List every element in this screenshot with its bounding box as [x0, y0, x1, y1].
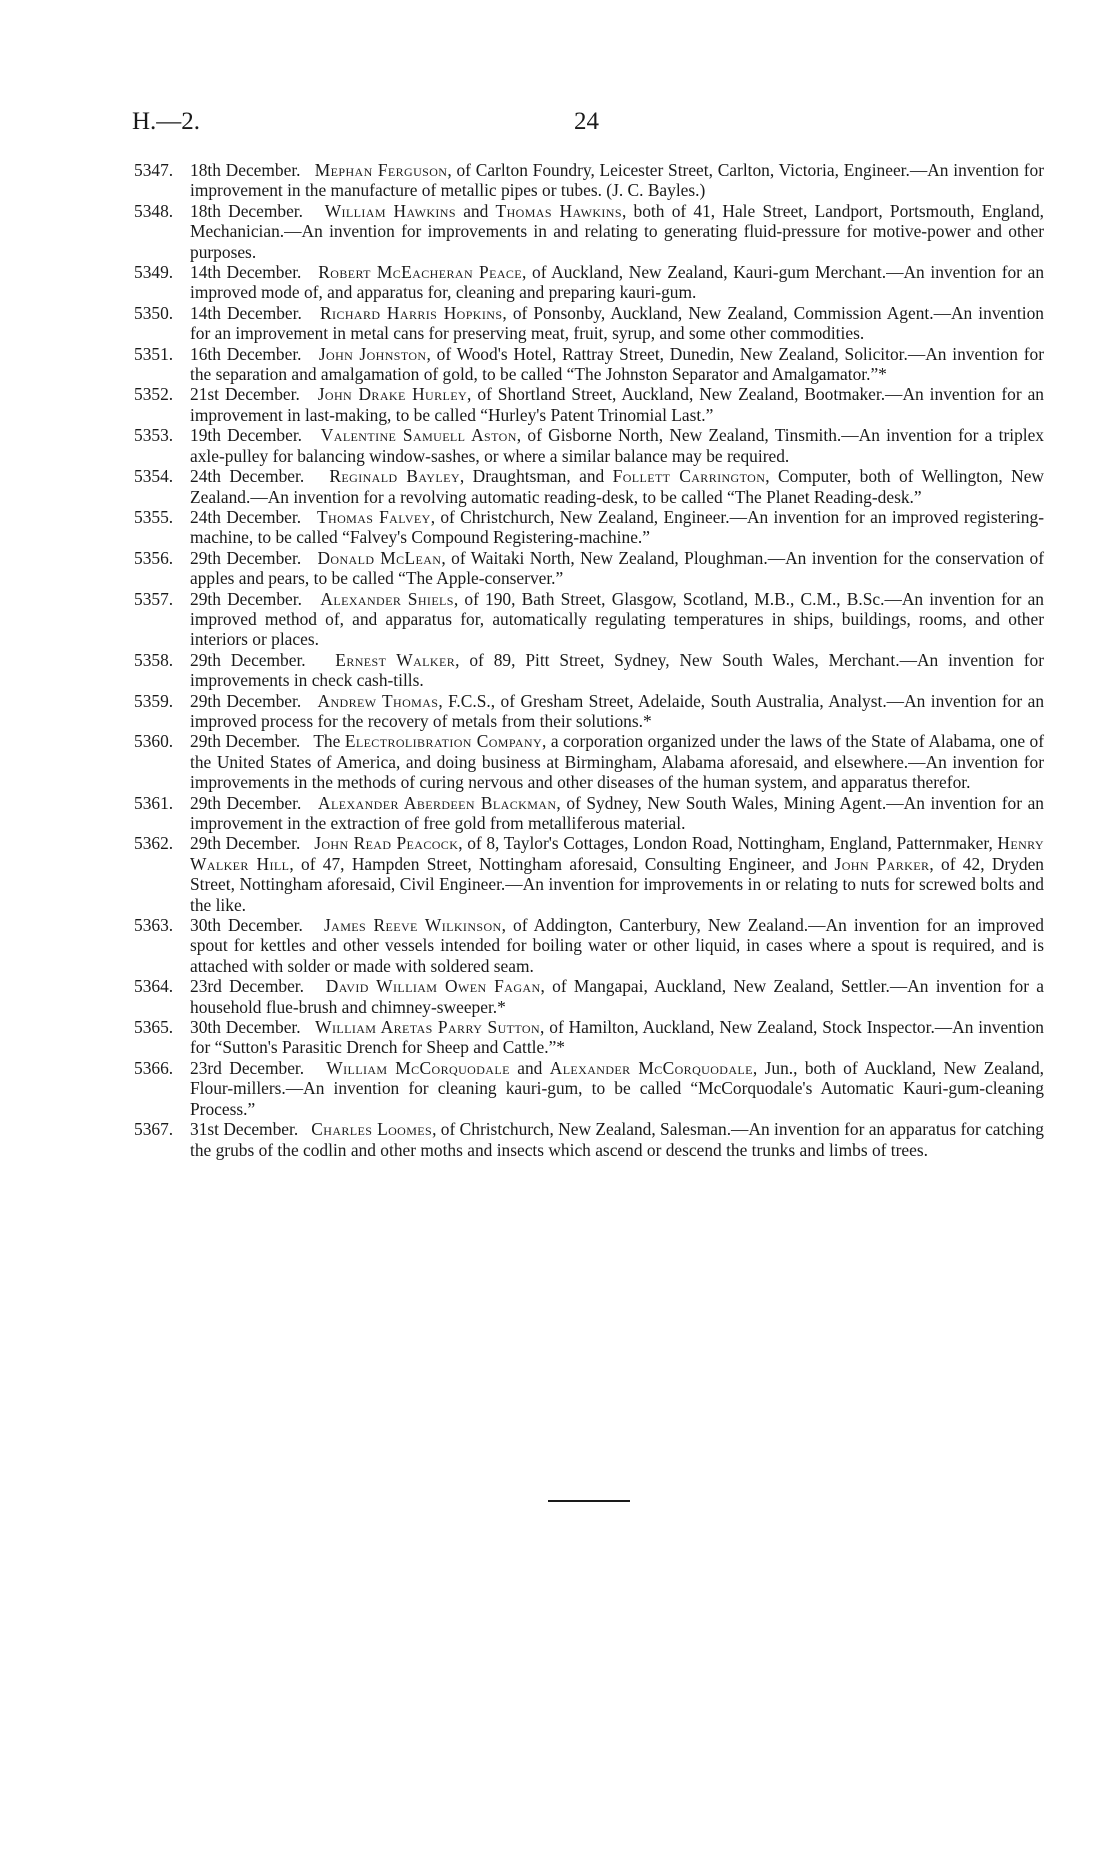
- patent-entry: [134, 201, 1044, 262]
- patent-entry: [134, 731, 1044, 792]
- entry-text: , of 8, Taylor's Cottages, London Road, Nottingham, England, Patternmaker,: [458, 833, 998, 854]
- entry-number: 5364.: [134, 976, 174, 997]
- applicant-name: David William Owen Fagan: [325, 976, 541, 997]
- entry-text: and: [455, 200, 496, 221]
- entry-date: 18th December.: [190, 200, 303, 221]
- applicant-name: John Johnston: [318, 343, 427, 364]
- patent-entry: [134, 650, 1044, 691]
- applicant-name: William Hawkins: [324, 200, 456, 221]
- applicant-name: William McCorquodale: [326, 1057, 510, 1078]
- entry-text: The: [313, 731, 345, 752]
- entry-number: 5365.: [134, 1017, 174, 1038]
- entry-date: 18th December.: [190, 160, 301, 180]
- applicant-name: Follett Carrington: [612, 466, 766, 487]
- patent-entry: [134, 507, 1044, 548]
- applicant-name: Electrolibration Company: [344, 731, 543, 752]
- patent-entry: [134, 915, 1044, 976]
- patent-entry: [134, 466, 1044, 507]
- applicant-name: Charles Loomes: [311, 1119, 433, 1140]
- entry-date: 23rd December.: [190, 976, 304, 997]
- entry-text: , of Carlton Foundry, Leicester Street, Carlton, Victoria, Engineer.—An invention for improvement in the manufacture of metallic pipes or tubes. (J. C. Bayles.): [190, 160, 1044, 201]
- entry-date: 29th December.: [190, 690, 302, 711]
- entry-number: 5354.: [134, 466, 174, 487]
- applicant-name: Richard Harris Hopkins: [320, 302, 503, 323]
- applicant-name: Reginald Bayley: [329, 466, 460, 487]
- patent-entry: [134, 833, 1044, 915]
- entry-number: 5360.: [134, 731, 174, 752]
- entry-text: , of Gisborne North, New Zealand, Tinsmith.—An invention for a triplex axle-pulley for balancing window-sashes, or where a similar balance may be required.: [190, 425, 1045, 466]
- entry-text: , of Hamilton, Auckland, New Zealand, Stock Inspector.—An invention for “Sutton's Parasitic Drench for Sheep and Cattle.”*: [190, 1017, 1044, 1058]
- patent-entry: [134, 548, 1044, 589]
- applicant-name: Mephan Ferguson: [314, 160, 448, 180]
- applicant-name: John Drake Hurley: [317, 384, 468, 405]
- applicant-name: Ernest Walker: [335, 649, 456, 670]
- entry-number: 5353.: [134, 425, 174, 446]
- entry-number: 5351.: [134, 343, 174, 364]
- patent-entry: [134, 589, 1044, 650]
- entry-text: , Jun., both of Auckland, New Zealand, Flour-millers.—An invention for cleaning kauri-gum, to be called “McCorquodale's Automatic Kauri-gum-cleaning Process.”: [190, 1057, 1045, 1119]
- applicant-name: Donald McLean: [317, 547, 442, 568]
- entry-number: 5355.: [134, 506, 174, 527]
- patent-entry: [134, 303, 1044, 344]
- entry-text: , of Ponsonby, Auckland, New Zealand, Commission Agent.—An invention for an improvement in metal cans for preserving meat, fruit, syrup, and some other commodities.: [190, 302, 1044, 344]
- applicant-name: Henry Walker Hill: [190, 833, 1044, 874]
- entry-date: 29th December.: [190, 588, 302, 609]
- entry-number: 5350.: [134, 302, 174, 323]
- entry-date: 16th December.: [190, 343, 302, 364]
- entry-text: , Computer, both of Wellington, New Zealand.—An invention for a revolving automatic reading-desk, to be called “The Planet Reading-desk.”: [190, 466, 1044, 507]
- patent-entry: [134, 793, 1044, 834]
- entry-text: , of Mangapai, Auckland, New Zealand, Settler.—An invention for a household flue-brush and chimney-sweeper.*: [190, 976, 1044, 1017]
- applicant-name: Thomas Falvey: [317, 506, 431, 527]
- patent-entry: [134, 976, 1044, 1017]
- applicant-name: John Parker: [834, 853, 930, 874]
- applicant-name: William Aretas Parry Sutton: [315, 1017, 541, 1038]
- patent-entry: [134, 1119, 1044, 1160]
- entry-text: , both of 41, Hale Street, Landport, Portsmouth, England, Mechanician.—An invention for improvements in and relating to generating fluid-pressure for motive-power and other purposes.: [190, 200, 1045, 262]
- applicant-name: John Read Peacock: [314, 833, 459, 854]
- entry-date: 29th December.: [190, 731, 301, 752]
- entry-text: , of Addington, Canterbury, New Zealand.—An invention for an improved spout for kettles and other vessels intended for boiling water or other liquid, in cases where a spout is required, and is attached with solder or made with soldered seam.: [190, 915, 1045, 976]
- entry-number: 5366.: [134, 1057, 174, 1078]
- entry-text: , F.C.S., of Gresham Street, Adelaide, South Australia, Analyst.—An invention for an improved process for the recovery of metals from their solutions.*: [190, 690, 1045, 731]
- applicant-name: Valentine Samuell Aston: [320, 425, 517, 446]
- entry-text: , a corporation organized under the laws of the State of Alabama, one of the United States of America, and doing business at Birmingham, Alabama aforesaid, and elsewhere.—An invention for improvements in the methods of curing nervous and other diseases of the human system, and apparatus therefor.: [190, 731, 1044, 793]
- entry-date: 30th December.: [190, 915, 303, 936]
- entry-date: 24th December.: [190, 506, 302, 527]
- entry-text: , of 89, Pitt Street, Sydney, New South Wales, Merchant.—An invention for improvements in check cash-tills.: [190, 649, 1044, 691]
- entry-text: , Draughtsman, and: [459, 466, 613, 487]
- entry-date: 24th December.: [190, 466, 305, 487]
- document-id: H.—2.: [132, 108, 201, 135]
- entry-date: 29th December.: [190, 833, 301, 854]
- entry-number: 5347.: [134, 160, 174, 180]
- entry-number: 5349.: [134, 262, 174, 283]
- entry-date: 21st December.: [190, 384, 300, 405]
- entry-number: 5352.: [134, 384, 174, 405]
- applicant-name: Andrew Thomas: [317, 690, 439, 711]
- entry-date: 14th December.: [190, 262, 302, 283]
- entry-text: , of 42, Dryden Street, Nottingham aforesaid, Civil Engineer.—An invention for improvements in or relating to nuts for screwed bolts and the like.: [190, 853, 1045, 915]
- entry-text: , of Christchurch, New Zealand, Engineer.—An invention for an improved registering-machine, to be called “Falvey's Compound Registering-machine.”: [190, 506, 1044, 548]
- entry-text: , of 190, Bath Street, Glasgow, Scotland, M.B., C.M., B.Sc.—An invention for an improved method of, and apparatus for, automatically regulating temperatures in ships, buildings, rooms, and other interiors or places.: [190, 588, 1044, 650]
- patent-entry: [134, 262, 1044, 303]
- patent-entry: [134, 691, 1044, 732]
- applicant-name: Robert McEacheran Peace: [318, 262, 523, 283]
- applicant-name: Alexander Shiels: [320, 588, 454, 609]
- patent-entry: [134, 384, 1044, 425]
- entry-text: , of Shortland Street, Auckland, New Zealand, Bootmaker.—An invention for an improvement in last-making, to be called “Hurley's Patent Trinomial Last.”: [190, 384, 1044, 425]
- entry-number: 5348.: [134, 200, 174, 221]
- entry-number: 5363.: [134, 915, 174, 936]
- entry-text: and: [509, 1057, 550, 1078]
- entry-text: , of Waitaki North, New Zealand, Ploughman.—An invention for the conservation of apples and pears, to be called “The Apple-conserver.”: [190, 547, 1045, 589]
- entry-date: 23rd December.: [190, 1057, 305, 1078]
- entry-number: 5359.: [134, 690, 174, 711]
- entry-date: 14th December.: [190, 302, 302, 323]
- patent-entry: [134, 1017, 1044, 1058]
- section-end-rule: [548, 1500, 630, 1502]
- entry-date: 29th December.: [190, 792, 302, 813]
- patent-entry: [134, 425, 1044, 466]
- entry-number: 5367.: [134, 1119, 174, 1140]
- patent-entry: [134, 344, 1044, 385]
- patent-entry: [134, 160, 1044, 201]
- applicant-name: Alexander Aberdeen Blackman: [318, 792, 557, 813]
- entry-text: , of Sydney, New South Wales, Mining Agent.—An invention for an improvement in the extraction of free gold from metalliferous material.: [190, 792, 1044, 833]
- entry-text: , of Wood's Hotel, Rattray Street, Dunedin, New Zealand, Solicitor.—An invention for the separation and amalgamation of gold, to be called “The Johnston Separator and Amalgamator.”*: [190, 343, 1045, 385]
- entry-number: 5356.: [134, 547, 174, 568]
- entry-date: 29th December.: [190, 649, 306, 670]
- applicant-name: Alexander McCorquodale: [549, 1057, 753, 1078]
- entry-number: 5362.: [134, 833, 174, 854]
- applicant-name: Thomas Hawkins: [495, 200, 622, 221]
- entry-date: 31st December.: [190, 1119, 299, 1140]
- page-header: [0, 108, 1114, 148]
- entry-text: , of Auckland, New Zealand, Kauri-gum Merchant.—An invention for an improved mode of, and apparatus for, cleaning and preparing kauri-gum.: [190, 262, 1045, 303]
- entry-date: 19th December.: [190, 425, 303, 446]
- entry-text: , of Christchurch, New Zealand, Salesman.—An invention for an apparatus for catching the grubs of the codlin and other moths and insects which ascend or descend the trunks and limbs of trees.: [190, 1119, 1044, 1160]
- patent-entries-list: [134, 160, 1044, 1160]
- entry-number: 5361.: [134, 792, 174, 813]
- page-number: 24: [574, 108, 599, 135]
- patent-entry: [134, 1058, 1044, 1119]
- entry-number: 5357.: [134, 588, 174, 609]
- entry-date: 29th December.: [190, 547, 302, 568]
- entry-number: 5358.: [134, 649, 174, 670]
- applicant-name: James Reeve Wilkinson: [323, 915, 502, 936]
- entry-date: 30th December.: [190, 1017, 301, 1038]
- entry-text: , of 47, Hampden Street, Nottingham aforesaid, Consulting Engineer, and: [289, 853, 835, 874]
